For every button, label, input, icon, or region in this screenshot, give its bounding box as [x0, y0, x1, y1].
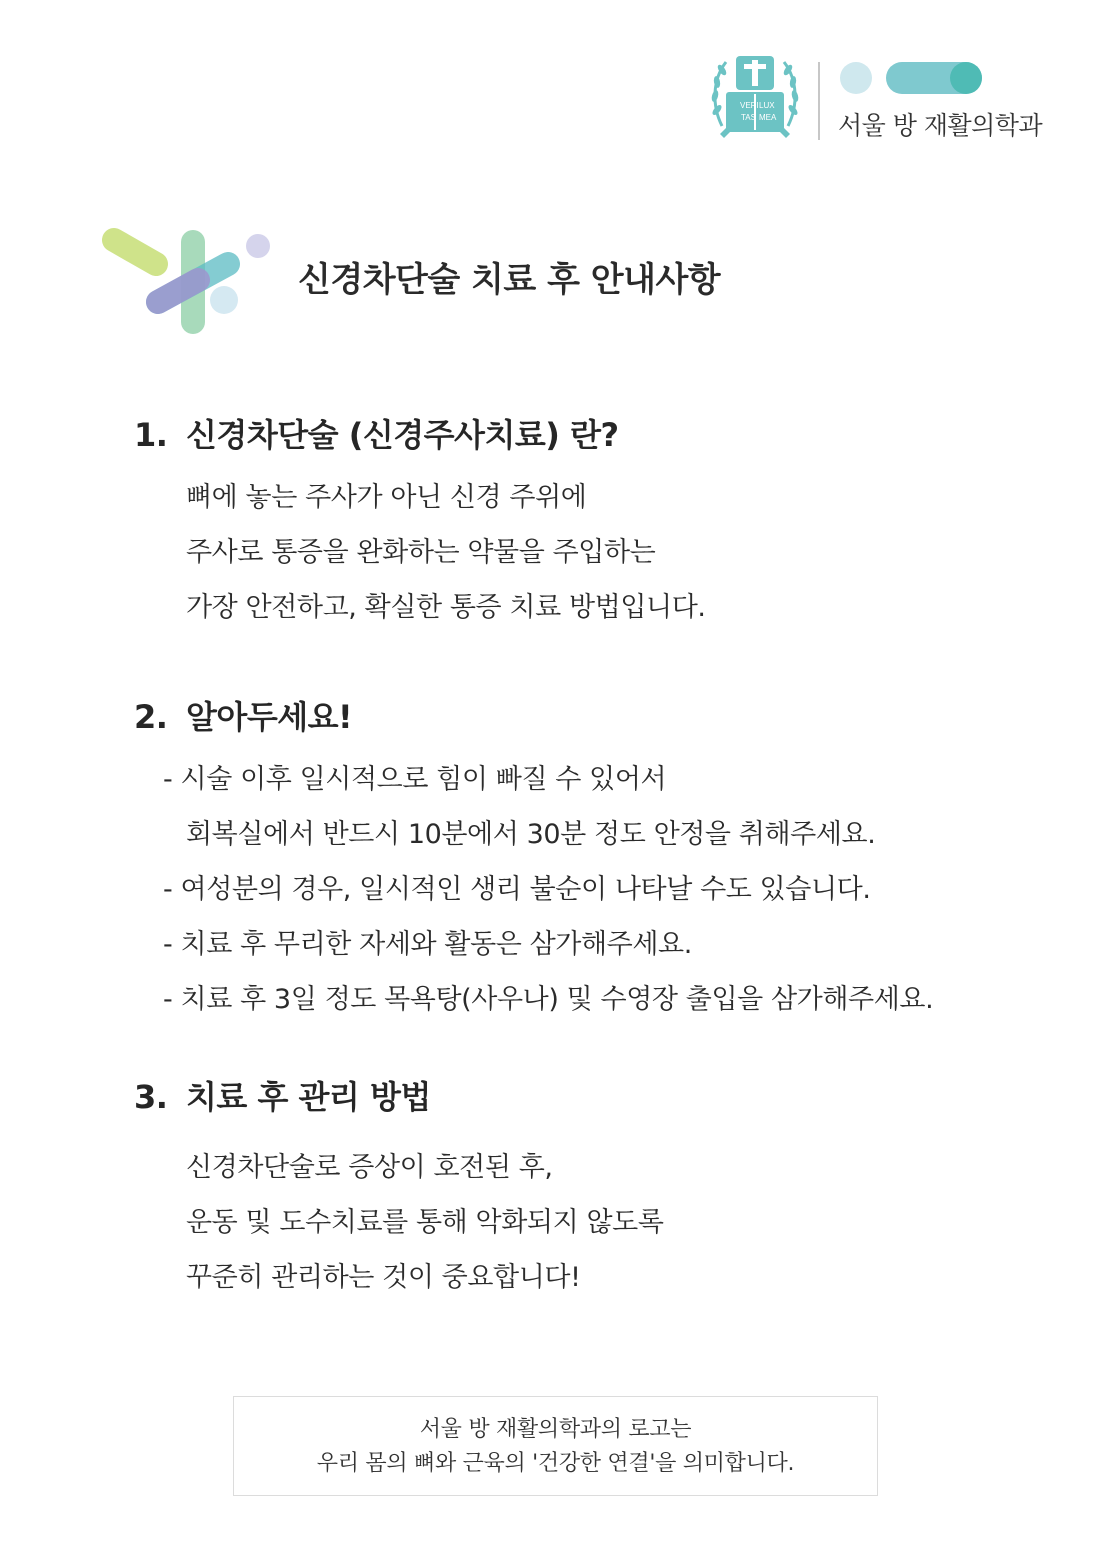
university-seal-icon	[708, 46, 802, 140]
section-line: - 시술 이후 일시적으로 힘이 빠질 수 있어서	[163, 764, 667, 795]
section-heading-2	[134, 692, 352, 738]
section-number: 3.	[134, 1078, 168, 1116]
note-line-1: 서울 방 재활의학과의 로고는	[419, 1417, 692, 1442]
section-number: 1.	[134, 416, 168, 454]
section-line: 회복실에서 반드시 10분에서 30분 정도 안정을 취해주세요.	[186, 819, 876, 850]
cross-logo-icon	[100, 222, 275, 340]
svg-text:MEA: MEA	[759, 113, 777, 122]
section-line: 꾸준히 관리하는 것이 중요합니다!	[186, 1262, 581, 1293]
section-heading-1	[134, 410, 619, 456]
clinic-logo	[708, 46, 1068, 146]
section-line: 뼈에 놓는 주사가 아닌 신경 주위에	[186, 482, 587, 513]
section-line: 주사로 통증을 완화하는 약물을 주입하는	[186, 537, 656, 568]
note-line-2: 우리 몸의 뼈와 근육의 '건강한 연결'을 의미합니다.	[316, 1451, 795, 1476]
section-line: - 치료 후 3일 정도 목욕탕(사우나) 및 수영장 출입을 삼가해주세요.	[163, 984, 934, 1015]
section-line: 가장 안전하고, 확실한 통증 치료 방법입니다.	[186, 592, 706, 623]
logo-meaning-note	[233, 1396, 878, 1496]
section-line: - 치료 후 무리한 자세와 활동은 삼가해주세요.	[163, 929, 692, 960]
section-title: 치료 후 관리 방법	[186, 1078, 431, 1116]
logo-divider	[818, 62, 820, 140]
section-heading-3	[134, 1072, 431, 1118]
section-title: 알아두세요!	[186, 698, 353, 736]
section-line: - 여성분의 경우, 일시적인 생리 불순이 나타날 수도 있습니다.	[163, 874, 871, 905]
section-title: 신경차단술 (신경주사치료) 란?	[186, 416, 619, 454]
logo-dots-icon	[838, 60, 998, 96]
section-line: 운동 및 도수치료를 통해 악화되지 않도록	[186, 1207, 664, 1238]
clinic-name: 서울 방 재활의학과	[838, 111, 1043, 140]
svg-text:LUX: LUX	[759, 101, 775, 110]
section-line: 신경차단술로 증상이 호전된 후,	[186, 1152, 553, 1183]
document-title: 신경차단술 치료 후 안내사항	[298, 260, 721, 300]
section-number: 2.	[134, 698, 168, 736]
svg-text:TAS: TAS	[741, 113, 756, 122]
svg-text:VERI: VERI	[740, 101, 759, 110]
